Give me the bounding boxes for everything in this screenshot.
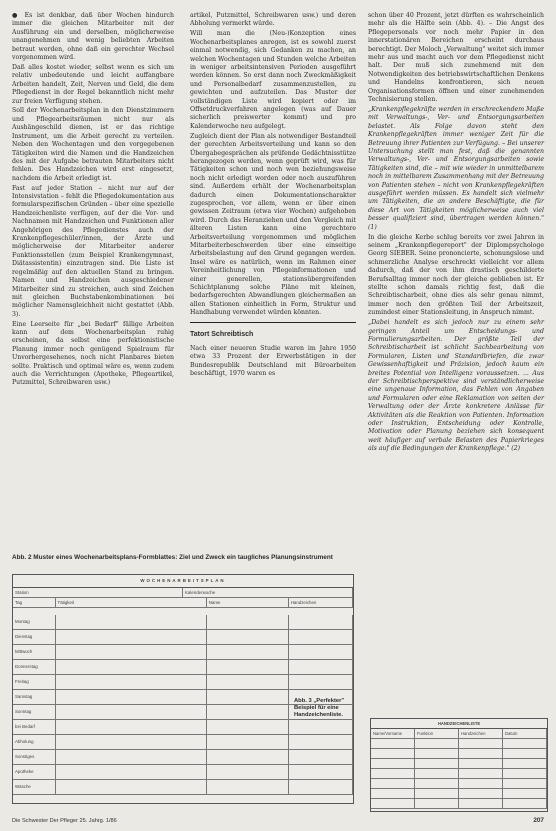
form-row [13,750,353,765]
form-cell [207,675,289,689]
form-cell [56,690,207,704]
section-heading: Tatort Schreibtisch [190,322,356,339]
form-col-sign: Handzeichen [289,598,353,607]
form-cell [56,735,207,749]
form-header-row [13,598,353,608]
form-row [13,780,353,795]
form-row [371,789,547,799]
form-row-label: Sonstiges [13,750,56,764]
form-row [371,749,547,759]
text-column-1 [12,12,174,389]
form-cell [289,645,353,659]
form-row-label: Montag [13,615,56,629]
figure-2-caption: Abb. 2 Muster eines Wochenarbeitsplans-Formblattes: Ziel und Zweck ein taugliches Planungsinstrument [12,554,333,561]
form-cell [56,705,207,719]
paragraph: ● Es ist denkbar, daß über Wochen hindurch immer die gleichen Mitarbeiter mit der Ausführung ein und derselben, möglicherweise unangenehmen und wenig beliebten Arbeiten betraut werden, ohne daß ein gerechter Wechsel vorgenommen wird. [12,12,174,62]
form-cell [207,645,289,659]
form-cell [207,780,289,794]
form-row [371,769,547,779]
paragraph: In die gleiche Kerbe schlug bereits vor zwei Jahren in seinem „Krankenpflegereport" der Diplompsychologe Georg SIEBER. Seine prononcierte, schonungslose und schmerzliche Analyse erschreckt vielleicht vor allem dadurch, daß der von ihm drastisch geschilderte Berufsalltag immer noch der gleiche geblieben ist. Er stellte schon damals richtig fest, daß die Schreibtischarbeit, ohne dies als sehr genau nimmt, immer noch den größten Teil der Arbeitszeit, zumindest einer Stationsleitung, in Anspruch nimmt. [368,233,544,317]
form-cell [207,735,289,749]
form-row-label: Sonntag [13,705,56,719]
form-cell [56,630,207,644]
form-cell [56,615,207,629]
form-row-label: Dienstag [13,630,56,644]
text-column-2 [190,12,356,380]
form-row [13,630,353,645]
form-title: HANDZEICHENLISTE [371,719,547,729]
paragraph: Fast auf jeder Station – nicht nur auf der Intensivstation – fehlt die Pflegedokumentation aus formularspezifischen Gründen – über eine spezielle Handzeichenliste verfügen, auf der die Vor- und Nachnamen mit Handzeichen und Funktionen aller Angehörigen des Pflegedienstes auch der Krankenpflegeschüler/innen, der Ärzte und möglicherweise der Mitarbeiter anderer Funktionsstellen (zum Beispiel Krankengymnast, Diätassistentin) einzutragen sind. Die Liste ist regelmäßig auf den aktuellen Stand zu bringen. Namen und Handzeichen ausgeschiedener Mitarbeiter sind zu streichen, auch sind Zeichen mit gleichen Buchstabenkombinationen bei möglicher Namensgleichheit nicht gestattet (Abb. 3). [12,184,174,318]
form-title: WOCHENARBEITSPLAN [13,575,353,588]
form-col-header: Datum [503,729,547,738]
form-cell [289,765,353,779]
form-cell [207,765,289,779]
form-col-name: Name [207,598,289,607]
form-row [13,645,353,660]
signature-list-form [370,718,548,812]
form-row-label: Mittwoch [13,645,56,659]
form-cell [207,660,289,674]
form-field-week: Kalenderwoche [183,588,353,597]
form-row [371,759,547,769]
form-row [13,720,353,735]
paragraph: Soll der Wochenarbeitsplan in den Dienstzimmern und Pflegearbeitsräumen nicht nur als Aushängeschild dienen, ist er das richtige Instrument, um die Arbeit gerecht zu verteilen. Neben den Wochentagen und den vorgegebenen Tätigkeiten wird die Namen und die Handzeichen des mit der Aufgabe betrauten Mitarbeiters nicht fehlen. Des Handzeichen wird erst eingesetzt, nachdem die Arbeit erledigt ist. [12,107,174,182]
form-row [13,675,353,690]
form-row [371,779,547,789]
form-cell [289,735,353,749]
form-header-row [371,729,547,739]
form-row [371,799,547,809]
form-row [371,739,547,749]
form-cell [289,780,353,794]
form-cell [56,750,207,764]
form-row-label: Donnerstag [13,660,56,674]
form-cell [289,660,353,674]
form-row-label: Abholung [13,735,56,749]
form-cell [207,750,289,764]
quote-paragraph: „Dabei handelt es sich jedoch nur zu einem sehr geringen Anteil um Entscheidungs- und Formulierungsarbeiten. Der größte Teil der Schreibtischarbeit ist schlicht Sachbearbeitung von Formularen, Listen und Standardbriefen, die zwar Gewissenhaftigkeit und Präzision, jedoch kaum ein breites Potential von Intelligenz voraussetzen. ... Aus der Schreibtischperspektive sind verständlicherweise eine ungenaue Information, das Fehlen von Angaben und Formularen oder eine Reklamation von seiten der Verwaltung oder der Ärzte konkretere Anlässe für Aktivitäten als die Reaktion von Patienten. Information oder Instruktion, Entscheidung oder Kontrolle, Motivation oder Planung beziehen sich konsequent weit häufiger auf verbale Belasten des Papierkrieges als auf die Bedingungen der Krankenpflege." (2) [368,319,544,453]
form-meta-row [13,588,353,598]
form-cell [56,645,207,659]
form-col-header: Handzeichen [459,729,503,738]
form-row [13,615,353,630]
journal-citation: Die Schwester Der Pfleger 25. Jahrg. 1/86 [12,818,117,824]
figure-3-caption: Abb. 3 „Perfekter" Beispiel für eine Handzeichenliste. [294,698,345,718]
form-row-label: bei Bedarf [13,720,56,734]
quote-paragraph: „Krankenpflegekräfte werden in erschreckendem Maße mit Verwaltungs-, Ver- und Entsorgungsarbeiten belastet. Als Folge davon steht den Krankenpflegekräften immer weniger Zeit für die Betreuung ihrer Patienten zur Verfügung. – Bei unserer Untersuchung stellt man fest, daß die genannten Verwaltungs-, Ver- und Entsorgungsarbeiten sowie Tätigkeiten sind, die – mit wie wieder in unmittelbarem noch in mittelbarem Zusammenhang mit der Betreuung von Patienten stehen – nicht von Krankenpflegekräften ausgeführt werden müssen. Es handelt sich vielmehr um Tätigkeiten, die an andere Beschäftigte, die für diese Art von Tätigkeiten möglicherweise auch viel besser qualifiziert sind, übertragen werden können." (1) [368,105,544,231]
page-number: 207 [533,817,544,824]
paragraph: Eine Leerseite für „bei Bedarf" fällige Arbeiten kann auf dem Wochenarbeitsplan ruhig erscheinen, da selbst eine perfektionistische Planung immer noch genügend Spielraum für Unvorhergesehenes, noch nicht Planbares bieten sollte. Praktisch und optimal wäre es, wenn zudem auch die Verrichtungen (Apotheke, Pflegeartikel, Putzmittel, Schreibwaren usw.) [12,320,174,387]
text-column-3 [368,12,544,455]
form-row [13,765,353,780]
form-cell [56,720,207,734]
form-row [13,660,353,675]
paragraph: Daß alles kostet wieder, selbst wenn es sich um relativ unbedeutende und leicht auffangbare Arbeiten handelt, Zeit, Nerven und Geld, die dem Pflegedienst in der Regel bekanntlich nicht mehr zur freien Verfügung stehen. [12,63,174,105]
form-cell [207,720,289,734]
form-cell [289,615,353,629]
form-cell [56,675,207,689]
form-row-label: Apotheke [13,765,56,779]
paragraph: artikel, Putzmittel, Schreibwaren usw.) und deren Abholung vermerkt würde. [190,12,356,28]
form-col-task: Tätigkeit [56,598,207,607]
form-row-label: Wäsche [13,780,56,794]
weekly-plan-form [12,574,354,804]
form-cell [56,780,207,794]
form-cell [56,765,207,779]
form-cell [289,675,353,689]
form-cell [289,750,353,764]
form-cell [207,630,289,644]
form-row [13,735,353,750]
form-cell [289,630,353,644]
form-cell [289,720,353,734]
form-cell [207,690,289,704]
form-col-header: Name/Vorname [371,729,415,738]
paragraph: schon über 40 Prozent, jetzt dürften es wahrscheinlich mehr als die Hälfte sein (Abb. 4). – Die Angst des Pflegepersonals vor noch mehr Papier in den innerstationären Bereichen erscheint durchaus berechtigt. Der Moloch „Verwaltung" weitet sich immer mehr aus und macht auch vor dem Pflegedienst nicht halt. Der muß sich zunehmend mit den Notwendigkeiten des betriebswirtschaftlichen Denkens und Handelns konfrontieren, sich neuen Organisationsformen öffnen und einer zunehmenden Technisierung stellen. [368,12,544,104]
form-field-station: Station [13,588,183,597]
form-col-day: Tag [13,598,56,607]
form-cell [56,660,207,674]
paragraph: Will man die (Neu-)Konzeption eines Wochenarbeitsplanes anregen, ist es sowohl zuerst einmal notwendig, sich Gedanken zu machen, an welchen Wochentagen und Stunden welche Arbeiten in weniger arbeitsintensiven Perioden ausgeführt werden können. So erst dann noch Zweckmäßigkeit und Personalbedarf zusammenzustellen, zu gewichten und aufzuteilen. Das Muster der vollständigen Liste wird kopiert oder im Offsetdruckverfahren angelegen (was auf Dauer sicherlich preiswerter kommt) und pro Kalenderwoche neu aufgelegt. [190,30,356,130]
form-cell [207,615,289,629]
form-row-label: Freitag [13,675,56,689]
paragraph: Nach einer neueren Studie waren im Jahre 1950 etwa 33 Prozent der Erwerbstätigen in der Bundesrepublik Deutschland mit Büroarbeiten beschäftigt, 1970 waren es [190,345,356,378]
paragraph: Zugleich dient der Plan als notwendiger Bestandteil der gerechten Arbeitsverteilung und kann so den Übergabegesprächen als prüfende Gedächtnisstütze herangezogen werden, wenn geprüft wird, was für Tätigkeiten schon und noch wen beziehungsweise noch nicht erledigt worden oder noch auszuführen sind. Außerdem erhält der Wochenarbeitsplan dadurch einen Dokumentationscharakter zugesprochen, vor allem, wenn er über einen gewissen Zeitraum (etwa vier Wochen) aufgehoben wird. Durch das Heranziehen und den Vergleich mit älteren Listen kann eine gerechtere Arbeitsverteilung vorgenommen und möglichen Mitarbeiterbeschwerden über eine einseitige Arbeitsbelastung auf den Grund gegangen werden. Insel wäre es natürlich, wenn im Rahmen einer Vereinheitlichung von Pflegeinformationen und einer generellen, stationsübergreifenden Schichtplanung solche Pläne mit kleinen, bedarfsgerechten Abwandlungen gleichermaßen an allen Stationen einheitlich in Form, Struktur und Handhabung verwendet würden könnten. [190,132,356,317]
form-col-header: Funktion [415,729,459,738]
form-cell [207,705,289,719]
form-row-label: Samstag [13,690,56,704]
